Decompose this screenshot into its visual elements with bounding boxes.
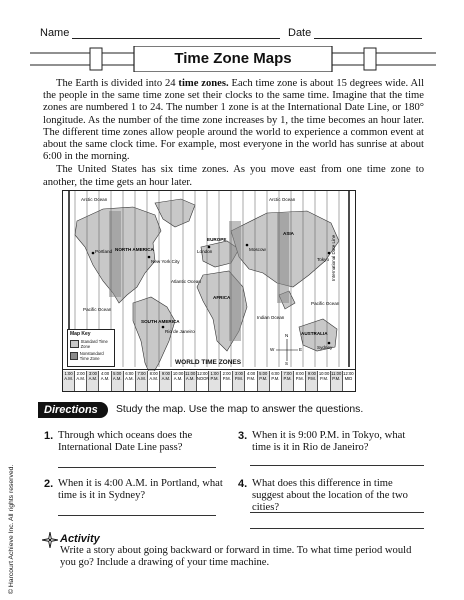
map-label-rio: Rio de Janeiro [165,329,195,334]
compass-s: S [285,361,289,366]
map-label-portland: Portland [95,249,113,254]
map-label-new-york: New York City [151,259,180,264]
map-label-sydney: Sydney [317,345,333,350]
answer-line-1[interactable] [58,467,216,468]
time-zone-cell: 2:00 P.M. [221,371,233,391]
time-zone-cell: 7:00 A.M. [136,371,148,391]
map-label-australia: AUSTRALIA [301,331,328,336]
directions-label: Directions [44,404,98,416]
answer-line-4a[interactable] [250,512,424,513]
map-label-moscow: Moscow [249,247,266,252]
intro-paragraph-2: The United States has six time zones. As you move east from one time zone to another, the time gets an hour later. [43,164,424,188]
time-zone-cell: 8:00 P.M. [294,371,306,391]
copyright-text: © Harcourt Achieve Inc. All rights reserved. [8,464,15,594]
question-2: 2. When it is 4:00 A.M. in Portland, what time is it in Sydney? [44,478,223,501]
answer-line-3[interactable] [250,465,424,466]
nonstandard-zone-swatch [70,352,78,360]
intro-text [43,78,424,190]
question-3: 3. When it is 9:00 P.M. in Tokyo, what time is it in Rio de Janeiro? [238,430,406,453]
time-zone-cell: 2:00 A.M. [75,371,87,391]
intro-paragraph-1: The Earth is divided into 24 time zones. Each time zone is about 15 degrees wide. All the people in the same time zone set their clocks to the same time. Imagine that the time zones are numbered 1 to 24. The number 1 zone is at the International Date Line, or 180° longitude. As the number of the time zone increases by 1, the time becomes an hour later. The different time zones allow people around the world to experience a common event at about the same clock time. For example, most everyone in the world has sunrise at about 6:00 in the morning. [43,78,425,163]
time-zone-cell: 4:00 A.M. [100,371,112,391]
time-zone-cell: 12:00 MID [343,371,354,391]
question-1: 1. Through which oceans does the International Date Line pass? [44,430,193,453]
map-label-pacific-right: Pacific Ocean [311,301,340,306]
map-key-title: Map Key [70,331,91,337]
compass-w: W [270,347,275,352]
map-label-asia: ASIA [283,231,294,236]
time-zone-cell: 3:00 A.M. [87,371,99,391]
time-zone-strip [63,369,355,392]
map-key [67,329,115,367]
time-zone-cell: 12:00 NOON [197,371,209,391]
compass-n: N [285,333,289,338]
map-label-africa: AFRICA [213,295,231,300]
compass-e: E [299,347,303,352]
time-zone-cell: 11:00 A.M. [185,371,197,391]
map-label-tokyo: Tokyo [317,257,329,262]
directions-text: Study the map. Use the map to answer the questions. [116,404,364,415]
time-zone-cell: 11:00 P.M. [331,371,343,391]
map-label-atlantic: Atlantic Ocean [171,279,201,284]
time-zone-cell: 4:00 P.M. [246,371,258,391]
world-time-zone-map [62,190,356,392]
date-field[interactable] [314,38,422,39]
name-field[interactable] [72,38,280,39]
directions-badge [38,402,108,418]
time-zone-cell: 1:00 P.M. [209,371,221,391]
map-label-north-america: NORTH AMERICA [115,247,154,252]
map-label-south-america: SOUTH AMERICA [141,319,180,324]
map-label-london: London [197,249,213,254]
time-zone-cell: 1:00 A.M. [63,371,75,391]
time-zone-cell: 6:00 A.M. [124,371,136,391]
answer-line-2[interactable] [58,515,216,516]
map-label-indian: Indian Ocean [257,315,285,320]
map-label-europe: EUROPE [207,237,227,242]
time-zone-cell: 9:00 P.M. [306,371,318,391]
answer-line-4b[interactable] [250,528,424,529]
page-title: Time Zone Maps [174,50,292,67]
map-label-arctic-left: Arctic Ocean [81,197,108,202]
sparkle-icon [42,532,58,548]
map-label-pacific-left: Pacific Ocean [83,307,112,312]
map-title: WORLD TIME ZONES [175,359,242,366]
time-zone-cell: 3:00 P.M. [233,371,245,391]
time-zone-cell: 10:00 A.M. [173,371,185,391]
standard-zone-swatch [70,340,79,348]
map-label-idl-right: International Date Line [331,234,336,281]
time-zone-cell: 9:00 A.M. [160,371,172,391]
time-zone-cell: 5:00 P.M. [258,371,270,391]
activity-text: Write a story about going backward or forward in time. To what time period would you go? Include a drawing of your time machine. [60,545,412,568]
time-zone-cell: 7:00 P.M. [282,371,294,391]
time-zone-cell: 10:00 P.M. [319,371,331,391]
key-nonstandard-label: Nonstandard Time Zone [79,351,104,361]
question-4: 4. What does this difference in time suggest about the location of the two cities? [238,478,408,513]
activity-label: Activity [60,533,100,545]
name-label: Name [40,27,70,39]
time-zone-cell: 5:00 A.M. [112,371,124,391]
time-zone-cell: 6:00 P.M. [270,371,282,391]
map-label-arctic-right: Arctic Ocean [269,197,296,202]
date-label: Date [288,27,312,39]
time-zone-cell: 8:00 A.M. [148,371,160,391]
key-standard-label: Standard Time Zone [80,339,108,349]
